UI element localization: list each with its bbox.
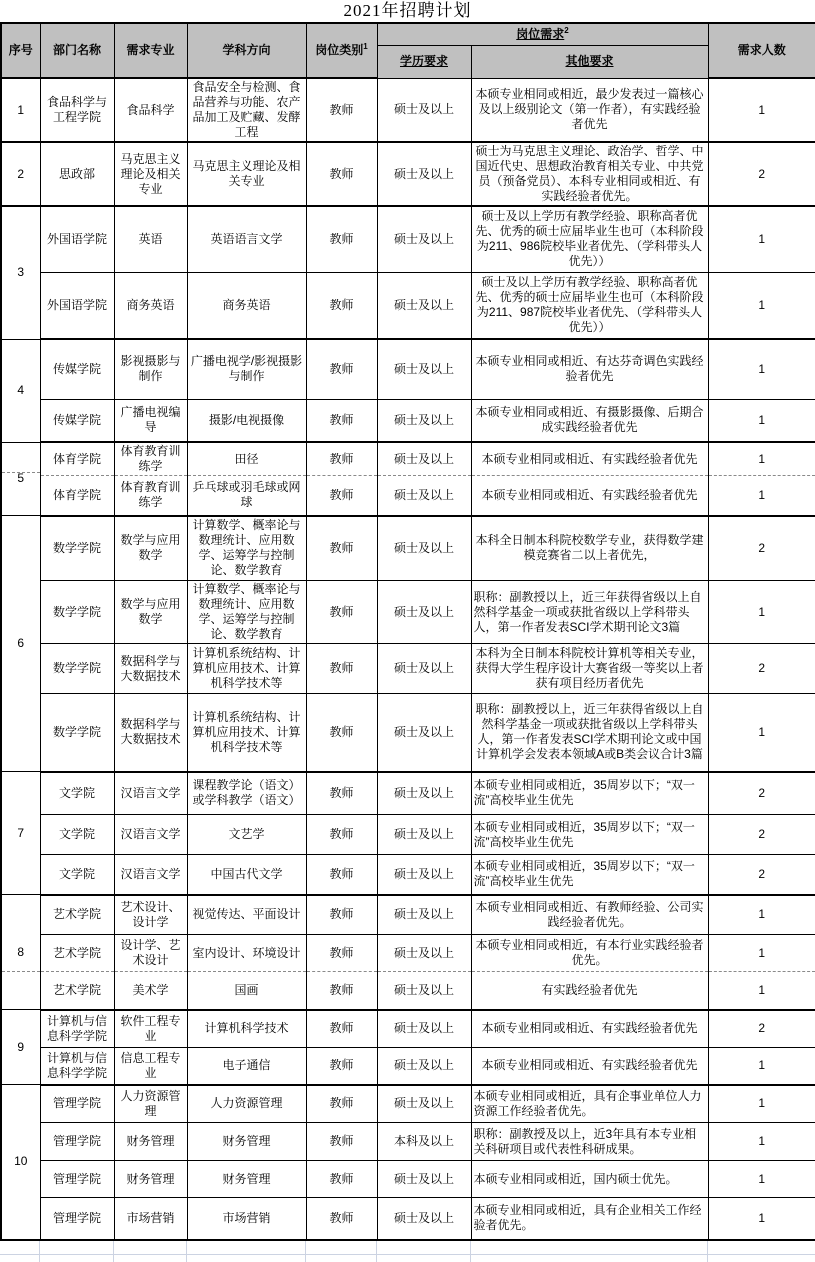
empty-cell xyxy=(470,1241,707,1255)
cell-education: 硕士及以上 xyxy=(377,476,471,516)
cell-major: 数学与应用数学 xyxy=(114,581,187,644)
table-row xyxy=(1,1198,815,1240)
cell-major: 市场营销 xyxy=(114,1198,187,1240)
empty-cell xyxy=(186,1254,305,1262)
cell-education: 硕士及以上 xyxy=(377,516,471,581)
cell-major: 马克思主义理论及相关专业 xyxy=(114,142,187,206)
table-row xyxy=(1,476,815,516)
cell-category: 教师 xyxy=(306,772,377,815)
cell-count: 1 xyxy=(708,442,815,476)
cell-department: 外国语学院 xyxy=(40,272,114,339)
cell-education: 硕士及以上 xyxy=(377,206,471,272)
cell-count: 2 xyxy=(708,644,815,694)
table-row xyxy=(1,1161,815,1198)
cell-major: 美术学 xyxy=(114,972,187,1010)
table-row xyxy=(1,516,815,581)
cell-education: 硕士及以上 xyxy=(377,694,471,772)
cell-education: 硕士及以上 xyxy=(377,935,471,972)
cell-other: 本硕专业相同或相近、有达芬奇调色实践经验者优先 xyxy=(471,339,708,399)
cell-subject: 文艺学 xyxy=(187,815,306,855)
cell-department: 计算机与信息科学学院 xyxy=(40,1048,114,1085)
cell-count: 1 xyxy=(708,1161,815,1198)
empty-cell xyxy=(707,1254,815,1262)
cell-education: 硕士及以上 xyxy=(377,895,471,935)
cell-education: 硕士及以上 xyxy=(377,272,471,339)
cell-department: 计算机与信息科学学院 xyxy=(40,1010,114,1048)
header-department: 部门名称 xyxy=(40,23,114,78)
cell-education: 硕士及以上 xyxy=(377,1085,471,1123)
header-education: 学历要求 xyxy=(377,45,471,78)
cell-count: 1 xyxy=(708,895,815,935)
cell-department: 体育学院 xyxy=(40,442,114,476)
cell-seq: 2 xyxy=(1,142,40,206)
table-row xyxy=(1,206,815,272)
empty-cell xyxy=(305,1254,376,1262)
cell-major: 财务管理 xyxy=(114,1161,187,1198)
empty-cell xyxy=(39,1241,113,1255)
header-seq: 序号 xyxy=(1,23,40,78)
cell-seq: 4 xyxy=(1,339,40,442)
cell-subject: 商务英语 xyxy=(187,272,306,339)
header-other: 其他要求 xyxy=(471,45,708,78)
cell-count: 1 xyxy=(708,1048,815,1085)
cell-education: 硕士及以上 xyxy=(377,815,471,855)
cell-other: 本硕专业相同或相近、有实践经验者优先 xyxy=(471,1010,708,1048)
table-row xyxy=(1,772,815,815)
page-title: 2021年招聘计划 xyxy=(343,1,472,20)
cell-other: 本硕专业相同或相近，35周岁以下；“双一流”高校毕业生优先 xyxy=(471,855,708,895)
cell-category: 教师 xyxy=(306,935,377,972)
cell-count: 2 xyxy=(708,1010,815,1048)
cell-seq: 1 xyxy=(1,78,40,142)
table-row xyxy=(1,581,815,644)
header-subject: 学科方向 xyxy=(187,23,306,78)
cell-major: 汉语言文学 xyxy=(114,815,187,855)
cell-major: 商务英语 xyxy=(114,272,187,339)
cell-subject: 中国古代文学 xyxy=(187,855,306,895)
cell-major: 广播电视编导 xyxy=(114,399,187,442)
cell-count: 1 xyxy=(708,476,815,516)
cell-category: 教师 xyxy=(306,694,377,772)
cell-department: 文学院 xyxy=(40,815,114,855)
cell-department: 数学学院 xyxy=(40,694,114,772)
empty-cell xyxy=(0,1254,39,1262)
cell-seq: 10 xyxy=(1,1085,40,1240)
cell-other: 本硕专业相同或相近，具有企业相关工作经验者优先。 xyxy=(471,1198,708,1240)
header-major: 需求专业 xyxy=(114,23,187,78)
cell-category: 教师 xyxy=(306,1161,377,1198)
header-category: 岗位类别$^1$ xyxy=(306,23,377,78)
empty-grid-body xyxy=(0,1241,815,1262)
empty-row xyxy=(0,1254,815,1262)
header-count: 需求人数 xyxy=(708,23,815,78)
cell-other: 本硕专业相同或相近、有实践经验者优先 xyxy=(471,442,708,476)
cell-department: 文学院 xyxy=(40,855,114,895)
cell-major: 体育教育训练学 xyxy=(114,476,187,516)
cell-count: 2 xyxy=(708,516,815,581)
cell-subject: 人力资源管理 xyxy=(187,1085,306,1123)
cell-category: 教师 xyxy=(306,142,377,206)
cell-education: 硕士及以上 xyxy=(377,772,471,815)
table-row xyxy=(1,1085,815,1123)
cell-subject: 田径 xyxy=(187,442,306,476)
cell-education: 硕士及以上 xyxy=(377,1010,471,1048)
cell-department: 艺术学院 xyxy=(40,935,114,972)
cell-education: 硕士及以上 xyxy=(377,1198,471,1240)
cell-education: 硕士及以上 xyxy=(377,1048,471,1085)
cell-other: 本科为全日制本科院校计算机等相关专业，获得大学生程序设计大赛省级一等奖以上者获有项目经历者优先 xyxy=(471,644,708,694)
cell-major: 影视摄影与制作 xyxy=(114,339,187,399)
cell-subject: 乒乓球或羽毛球或网球 xyxy=(187,476,306,516)
cell-department: 数学学院 xyxy=(40,516,114,581)
cell-major: 信息工程专业 xyxy=(114,1048,187,1085)
cell-category: 教师 xyxy=(306,476,377,516)
cell-education: 硕士及以上 xyxy=(377,78,471,142)
cell-category: 教师 xyxy=(306,895,377,935)
cell-subject: 财务管理 xyxy=(187,1161,306,1198)
cell-education: 硕士及以上 xyxy=(377,1161,471,1198)
cell-education: 硕士及以上 xyxy=(377,442,471,476)
table-row xyxy=(1,442,815,476)
cell-subject: 国画 xyxy=(187,972,306,1010)
cell-other: 本硕专业相同或相近、有实践经验者优先 xyxy=(471,476,708,516)
cell-major: 体育教育训练学 xyxy=(114,442,187,476)
cell-count: 1 xyxy=(708,972,815,1010)
cell-education: 本科及以上 xyxy=(377,1123,471,1161)
table-row xyxy=(1,142,815,206)
page-break-dashed-line xyxy=(2,971,40,972)
cell-count: 1 xyxy=(708,272,815,339)
cell-other: 本科全日制本科院校数学专业，获得数学建模竞赛省二以上者优先， xyxy=(471,516,708,581)
empty-cell xyxy=(186,1241,305,1255)
cell-major: 设计学、艺术设计 xyxy=(114,935,187,972)
cell-other: 本硕专业相同或相近，国内硕士优先。 xyxy=(471,1161,708,1198)
cell-education: 硕士及以上 xyxy=(377,581,471,644)
cell-department: 艺术学院 xyxy=(40,972,114,1010)
cell-major: 英语 xyxy=(114,206,187,272)
cell-other: 硕士为马克思主义理论、政治学、哲学、中国近代史、思想政治教育相关专业、中共党员（预备党员）、本科专业相同或相近、有实践经验者优先。 xyxy=(471,142,708,206)
cell-category: 教师 xyxy=(306,516,377,581)
cell-subject: 计算数学、概率论与数理统计、应用数学、运筹学与控制论、数学教育 xyxy=(187,581,306,644)
cell-subject: 摄影/电视摄像 xyxy=(187,399,306,442)
cell-seq: 5 xyxy=(1,442,40,516)
cell-department: 管理学院 xyxy=(40,1085,114,1123)
cell-education: 硕士及以上 xyxy=(377,644,471,694)
recruitment-table xyxy=(0,22,815,1241)
table-row xyxy=(1,855,815,895)
table-row xyxy=(1,1010,815,1048)
cell-subject: 计算机科学技术 xyxy=(187,1010,306,1048)
table-row xyxy=(1,694,815,772)
table-row xyxy=(1,1048,815,1085)
table-row xyxy=(1,1123,815,1161)
table-row xyxy=(1,815,815,855)
cell-other: 职称：副教授以上，近三年获得省级以上自然科学基金一项或获批省级以上学科带头人，第一作者发表SCI学术期刊论文3篇 xyxy=(471,581,708,644)
table-row xyxy=(1,935,815,972)
cell-other: 本硕专业相同或相近，有本行业实践经验者优先。 xyxy=(471,935,708,972)
cell-count: 1 xyxy=(708,1198,815,1240)
cell-education: 硕士及以上 xyxy=(377,339,471,399)
cell-other: 本硕专业相同或相近、有摄影摄像、后期合成实践经验者优先 xyxy=(471,399,708,442)
cell-category: 教师 xyxy=(306,1010,377,1048)
cell-major: 财务管理 xyxy=(114,1123,187,1161)
cell-subject: 市场营销 xyxy=(187,1198,306,1240)
cell-category: 教师 xyxy=(306,1198,377,1240)
cell-other: 本硕专业相同或相近，35周岁以下；“双一流”高校毕业生优先 xyxy=(471,772,708,815)
cell-seq: 7 xyxy=(1,772,40,895)
cell-department: 文学院 xyxy=(40,772,114,815)
cell-subject: 视觉传达、平面设计 xyxy=(187,895,306,935)
page-break-dashed-line xyxy=(2,472,40,473)
cell-count: 1 xyxy=(708,399,815,442)
cell-department: 数学学院 xyxy=(40,644,114,694)
cell-category: 教师 xyxy=(306,442,377,476)
cell-category: 教师 xyxy=(306,339,377,399)
cell-other: 本硕专业相同或相近，最少发表过一篇核心及以上级别论文（第一作者），有实践经验者优先 xyxy=(471,78,708,142)
table-row xyxy=(1,895,815,935)
cell-count: 1 xyxy=(708,339,815,399)
cell-education: 硕士及以上 xyxy=(377,855,471,895)
cell-category: 教师 xyxy=(306,855,377,895)
cell-category: 教师 xyxy=(306,815,377,855)
cell-department: 食品科学与工程学院 xyxy=(40,78,114,142)
cell-count: 1 xyxy=(708,935,815,972)
cell-category: 教师 xyxy=(306,78,377,142)
cell-subject: 计算机系统结构、计算机应用技术、计算机科学技术等 xyxy=(187,644,306,694)
empty-cell xyxy=(39,1254,113,1262)
cell-other: 职称：副教授及以上，近3年具有本专业相关科研项目或代表性科研成果。 xyxy=(471,1123,708,1161)
cell-category: 教师 xyxy=(306,1048,377,1085)
cell-subject: 课程教学论（语文）或学科教学（语文） xyxy=(187,772,306,815)
empty-row xyxy=(0,1241,815,1255)
table-body xyxy=(1,78,815,1240)
cell-major: 数据科学与大数据技术 xyxy=(114,644,187,694)
table-header xyxy=(1,23,815,78)
cell-count: 1 xyxy=(708,694,815,772)
cell-major: 数据科学与大数据技术 xyxy=(114,694,187,772)
cell-other: 职称：副教授以上，近三年获得省级以上自然科学基金一项或获批省级以上学科带头人，第一作者发表SCI学术期刊论文或中国计算机学会发表本领域A或B类会议合计3篇 xyxy=(471,694,708,772)
cell-subject: 财务管理 xyxy=(187,1123,306,1161)
cell-other: 本硕专业相同或相近，35周岁以下；“双一流”高校毕业生优先 xyxy=(471,815,708,855)
footnote-mark-2: 2 xyxy=(564,25,569,35)
cell-count: 1 xyxy=(708,1085,815,1123)
header-requirement: 岗位需求$^2$ xyxy=(377,23,708,45)
cell-education: 硕士及以上 xyxy=(377,972,471,1010)
cell-count: 2 xyxy=(708,772,815,815)
cell-department: 数学学院 xyxy=(40,581,114,644)
cell-seq: 8 xyxy=(1,895,40,1010)
cell-category: 教师 xyxy=(306,1085,377,1123)
cell-department: 外国语学院 xyxy=(40,206,114,272)
cell-other: 本硕专业相同或相近，具有企事业单位人力资源工作经验者优先。 xyxy=(471,1085,708,1123)
cell-other: 本硕专业相同或相近、有实践经验者优先 xyxy=(471,1048,708,1085)
cell-count: 2 xyxy=(708,142,815,206)
cell-category: 教师 xyxy=(306,644,377,694)
cell-department: 艺术学院 xyxy=(40,895,114,935)
empty-cell xyxy=(113,1241,186,1255)
cell-major: 汉语言文学 xyxy=(114,855,187,895)
cell-subject: 计算机系统结构、计算机应用技术、计算机科学技术等 xyxy=(187,694,306,772)
cell-subject: 电子通信 xyxy=(187,1048,306,1085)
empty-cell xyxy=(376,1241,470,1255)
cell-other: 本硕专业相同或相近、有教师经验、公司实践经验者优先。 xyxy=(471,895,708,935)
cell-count: 1 xyxy=(708,581,815,644)
table-row xyxy=(1,644,815,694)
empty-cell xyxy=(470,1254,707,1262)
empty-cell xyxy=(113,1254,186,1262)
cell-education: 硕士及以上 xyxy=(377,142,471,206)
cell-education: 硕士及以上 xyxy=(377,399,471,442)
cell-subject: 室内设计、环境设计 xyxy=(187,935,306,972)
cell-department: 管理学院 xyxy=(40,1161,114,1198)
cell-major: 人力资源管理 xyxy=(114,1085,187,1123)
empty-cell xyxy=(376,1254,470,1262)
cell-subject: 计算数学、概率论与数理统计、应用数学、运筹学与控制论、数学教育 xyxy=(187,516,306,581)
cell-other: 有实践经验者优先 xyxy=(471,972,708,1010)
cell-subject: 英语语言文学 xyxy=(187,206,306,272)
cell-count: 1 xyxy=(708,1123,815,1161)
cell-count: 1 xyxy=(708,206,815,272)
cell-other: 硕士及以上学历有教学经验、职称高者优先、优秀的硕士应届毕业生也可（本科阶段为211、987院校毕业者优先、（学科带头人优先）） xyxy=(471,272,708,339)
cell-category: 教师 xyxy=(306,581,377,644)
cell-seq: 3 xyxy=(1,206,40,339)
table-row xyxy=(1,339,815,399)
cell-seq: 9 xyxy=(1,1010,40,1085)
table-row xyxy=(1,78,815,142)
cell-count: 2 xyxy=(708,855,815,895)
cell-department: 管理学院 xyxy=(40,1198,114,1240)
table-row xyxy=(1,972,815,1010)
cell-seq: 6 xyxy=(1,516,40,772)
cell-department: 思政部 xyxy=(40,142,114,206)
cell-subject: 食品安全与检测、食品营养与功能、农产品加工及贮藏、发酵工程 xyxy=(187,78,306,142)
cell-other: 硕士及以上学历有教学经验、职称高者优先、优秀的硕士应届毕业生也可（本科阶段为211、986院校毕业者优先、（学科带头人优先）） xyxy=(471,206,708,272)
cell-subject: 广播电视学/影视摄影与制作 xyxy=(187,339,306,399)
empty-cell xyxy=(305,1241,376,1255)
cell-category: 教师 xyxy=(306,1123,377,1161)
cell-department: 体育学院 xyxy=(40,476,114,516)
cell-major: 数学与应用数学 xyxy=(114,516,187,581)
empty-grid xyxy=(0,1241,815,1262)
table-row xyxy=(1,399,815,442)
cell-major: 汉语言文学 xyxy=(114,772,187,815)
cell-category: 教师 xyxy=(306,972,377,1010)
footnote-mark-1: 1 xyxy=(363,42,368,51)
cell-major: 软件工程专业 xyxy=(114,1010,187,1048)
empty-cell xyxy=(0,1241,39,1255)
cell-count: 1 xyxy=(708,78,815,142)
table-row xyxy=(1,272,815,339)
cell-department: 管理学院 xyxy=(40,1123,114,1161)
cell-department: 传媒学院 xyxy=(40,399,114,442)
cell-subject: 马克思主义理论及相关专业 xyxy=(187,142,306,206)
cell-count: 2 xyxy=(708,815,815,855)
cell-major: 食品科学 xyxy=(114,78,187,142)
cell-category: 教师 xyxy=(306,206,377,272)
cell-department: 传媒学院 xyxy=(40,339,114,399)
cell-major: 艺术设计、设计学 xyxy=(114,895,187,935)
cell-category: 教师 xyxy=(306,272,377,339)
cell-category: 教师 xyxy=(306,399,377,442)
empty-cell xyxy=(707,1241,815,1255)
